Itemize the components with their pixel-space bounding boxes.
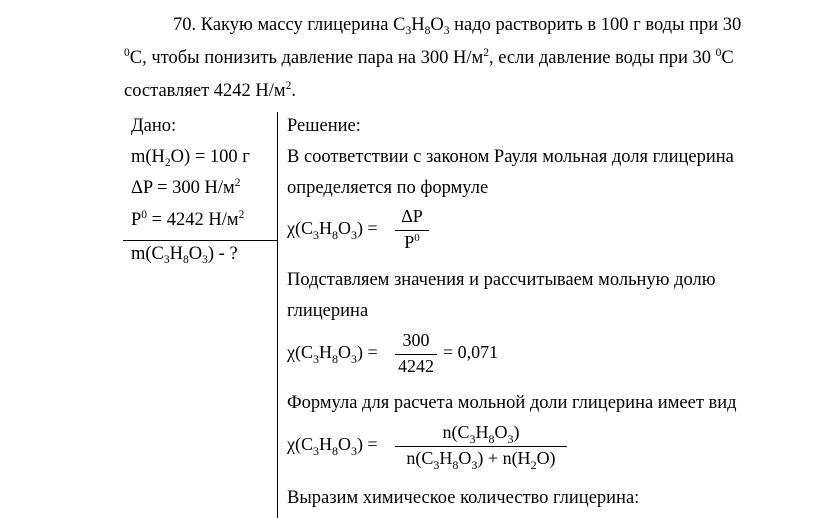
formula-lhs	[287, 434, 378, 458]
problem-text: , если давление воды при 30	[488, 48, 716, 68]
solution-text-line: Выразим химическое количество глицерина:	[287, 488, 640, 508]
given-text: ) - ?	[207, 244, 238, 264]
given-text: m(C	[131, 244, 164, 264]
superscript: 0	[124, 47, 130, 59]
subscript: 8	[452, 458, 459, 472]
subscript: 8	[424, 25, 431, 37]
problem-number: 70.	[173, 15, 197, 35]
problem-text: надо растворить в 100 г воды при 30	[449, 15, 742, 35]
fraction-bar	[395, 230, 429, 231]
solution-text-line: глицерина	[287, 301, 369, 321]
subscript: 3	[313, 228, 319, 242]
formula-text: ) =	[357, 218, 378, 238]
fraction-numerator: ΔP	[401, 206, 423, 226]
formula-text: n(C	[442, 422, 470, 442]
given-text: P	[131, 210, 142, 230]
fraction-bar	[395, 354, 437, 355]
problem-text: H	[411, 15, 425, 35]
problem-text: C	[721, 48, 734, 68]
formula-text: O	[338, 342, 351, 362]
formula-text: H	[475, 422, 489, 442]
given-text: ΔP = 300 Н/м	[131, 178, 235, 198]
given-pressure-water	[131, 208, 244, 232]
formula-text: H	[439, 448, 453, 468]
formula-text: H	[319, 434, 332, 454]
subscript: 8	[332, 444, 338, 458]
formula-text: χ(C	[287, 434, 313, 454]
solution-text-line: Формула для расчета мольной доли глицерина имеет вид	[287, 393, 737, 413]
formula-text: O	[338, 218, 351, 238]
problem-text: C, чтобы понизить давление пара на 300 Н/м	[129, 48, 484, 68]
formula-text: ) =	[357, 434, 378, 454]
superscript: 2	[285, 80, 292, 92]
superscript: 2	[234, 177, 241, 189]
subscript: 8	[332, 228, 338, 242]
subscript: 3	[163, 254, 170, 266]
subscript: 2	[164, 157, 171, 169]
given-text: m(H	[131, 147, 165, 167]
superscript: 0	[715, 47, 722, 59]
formula-text: P	[404, 232, 415, 252]
formula-result: = 0,071	[443, 342, 499, 362]
solution-text-line: В соответствии с законом Рауля мольная доля глицерина	[287, 147, 734, 167]
superscript: 2	[238, 209, 245, 221]
given-mass-water	[131, 145, 250, 169]
problem-text: .	[291, 81, 297, 101]
problem-text: Какую массу глицерина C	[200, 15, 406, 35]
subscript: 3	[507, 432, 514, 446]
formula-text: O	[338, 434, 351, 454]
table-divider-vertical	[277, 112, 278, 518]
given-find	[131, 242, 238, 266]
subscript: 3	[313, 444, 319, 458]
subscript: 3	[351, 228, 357, 242]
given-text: O) = 100 г	[170, 147, 250, 167]
formula-text: H	[319, 218, 332, 238]
given-pressure-drop	[131, 176, 241, 200]
subscript: 8	[332, 352, 338, 366]
subscript: 3	[469, 432, 476, 446]
subscript: 3	[471, 458, 478, 472]
problem-line-2	[124, 46, 734, 70]
subscript: 3	[313, 352, 319, 366]
fraction-denominator: 4242	[398, 356, 434, 376]
fraction-denominator	[395, 448, 567, 472]
problem-line-1	[173, 13, 741, 37]
subscript: 3	[405, 25, 412, 37]
formula-mole-fraction	[287, 208, 437, 252]
given-text: = 4242 Н/м	[147, 210, 239, 230]
formula-mole-fraction-value	[287, 332, 507, 376]
formula-text: H	[319, 342, 332, 362]
formula-text: ) =	[357, 342, 378, 362]
formula-text: O	[458, 448, 472, 468]
solution-header: Решение:	[287, 116, 361, 136]
problem-text: составляет 4242 Н/м	[124, 81, 286, 101]
given-text: O	[188, 244, 203, 264]
subscript: 3	[202, 254, 208, 266]
subscript: 2	[530, 458, 537, 472]
formula-text: O)	[536, 448, 556, 468]
fraction-numerator: 300	[402, 330, 430, 350]
solution-text-line: Подставляем значения и рассчитываем мольную долю	[287, 270, 716, 290]
subscript: 3	[443, 25, 450, 37]
fraction-denominator	[395, 232, 429, 253]
superscript: 0	[414, 232, 420, 244]
formula-text: ) + n(H	[477, 448, 531, 468]
formula-text: χ(C	[287, 218, 313, 238]
subscript: 3	[433, 458, 440, 472]
formula-text: )	[513, 422, 520, 442]
fraction-bar	[395, 446, 567, 447]
table-divider-horizontal	[123, 240, 278, 241]
fraction-numerator	[395, 422, 567, 446]
given-text: H	[169, 244, 184, 264]
given-header: Дано:	[131, 116, 177, 136]
superscript: 2	[483, 47, 489, 59]
formula-lhs	[287, 342, 378, 366]
subscript: 8	[488, 432, 495, 446]
subscript: 3	[351, 444, 357, 458]
solution-text-line: определяется по формуле	[287, 178, 489, 198]
problem-text: O	[430, 15, 444, 35]
formula-lhs	[287, 218, 378, 242]
subscript: 8	[183, 254, 189, 266]
formula-text: χ(C	[287, 342, 313, 362]
superscript: 0	[141, 209, 148, 221]
subscript: 3	[351, 352, 357, 366]
problem-line-3	[124, 79, 296, 103]
formula-text: n(C	[406, 448, 434, 468]
formula-mole-fraction-definition	[287, 422, 577, 472]
formula-text: O	[494, 422, 508, 442]
